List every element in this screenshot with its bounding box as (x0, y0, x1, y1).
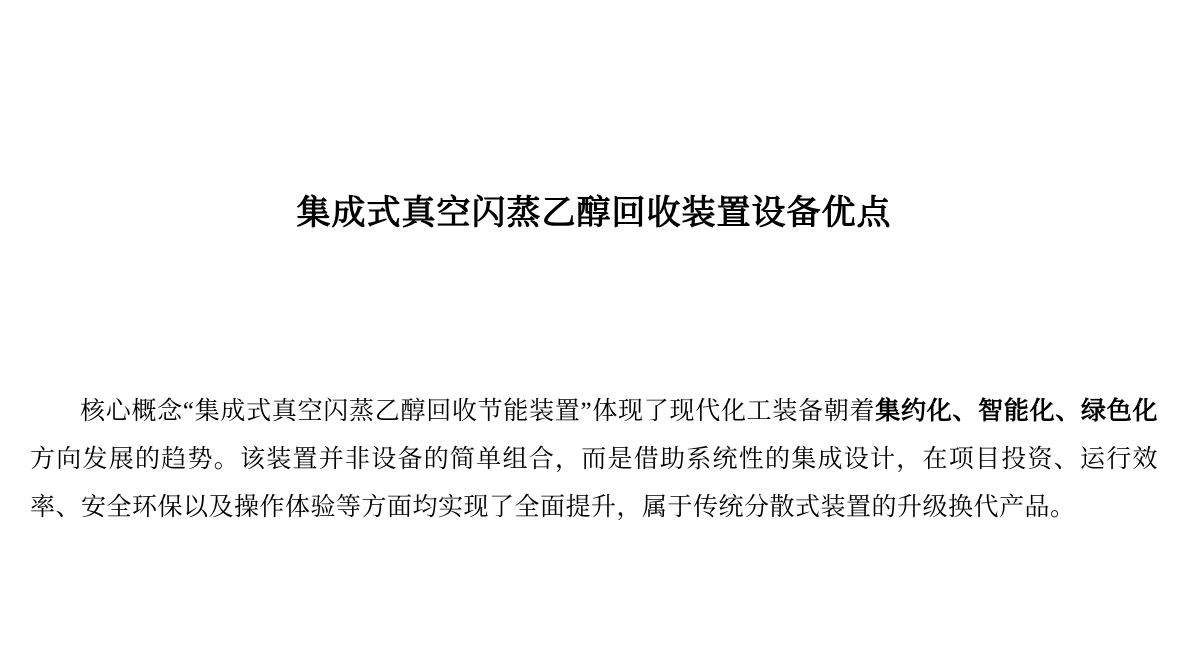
paragraph-segment-3: 方向发展的趋势。该装置并非设备的简单组合，而是借助系统性的集成设计，在项目投资、运行效率、安全环保以及操作体验等方面均实现了全面提升，属于传统分散式装置的升级换代产品。 (30, 446, 1158, 521)
paragraph-segment-2-bold: 集约化、智能化、绿色化 (875, 398, 1158, 425)
page-title: 集成式真空闪蒸乙醇回收装置设备优点 (296, 195, 892, 232)
paragraph-segment-1: 核心概念“集成式真空闪蒸乙醇回收节能装置”体现了现代化工装备朝着 (80, 398, 876, 425)
document-body (30, 388, 1158, 532)
body-paragraph (30, 388, 1158, 532)
